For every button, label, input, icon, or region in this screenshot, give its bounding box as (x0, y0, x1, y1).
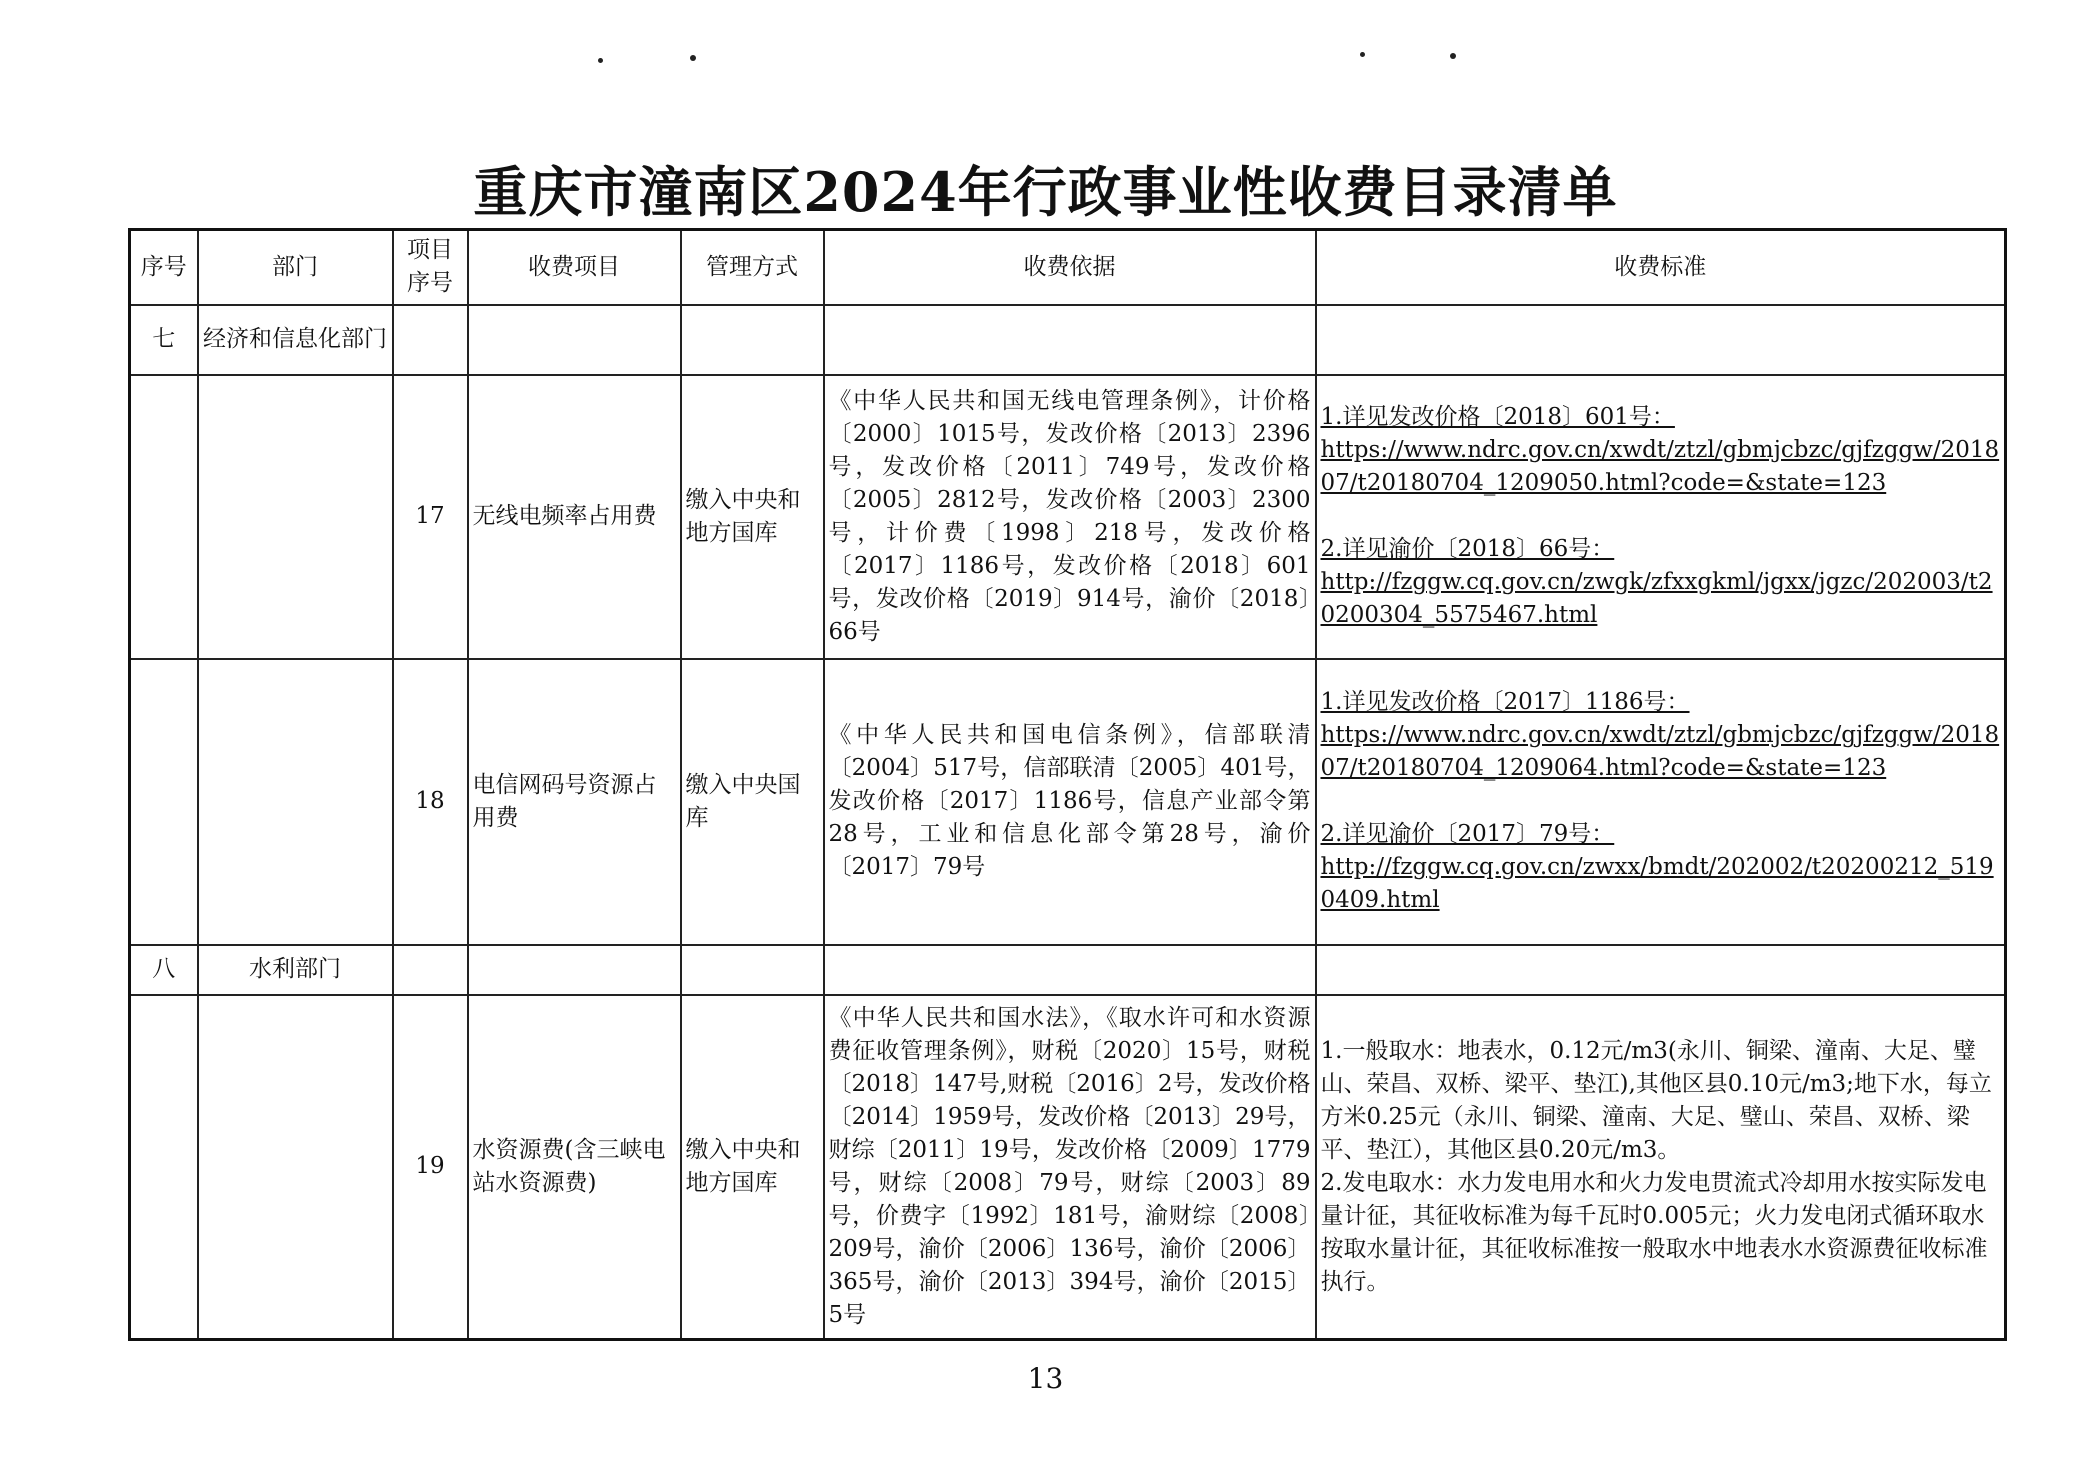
standard-ref-label: 2.详见渝价〔2017〕79号： (1320, 821, 1615, 847)
standard-ref-label: 1.详见发改价格〔2017〕1186号： (1320, 689, 1690, 715)
item-basis: 《中华人民共和国水法》，《取水许可和水资源费征收管理条例》，财税〔2020〕15号，财税〔2018〕147号,财税〔2016〕2号，发改价格〔2014〕1959号，发改价格〔2013〕29号，财综〔2011〕19号，发改价格〔2009〕1779号，财综〔2008〕79号，财综〔2003〕89号，价费字〔1992〕181号，渝财综〔2008〕209号，渝价〔2006〕136号，渝价〔2006〕365号，渝价〔2013〕394号，渝价〔2015〕5号 (824, 995, 1316, 1340)
header-dept: 部门 (198, 230, 393, 305)
header-item-seq: 项目序号 (393, 230, 468, 305)
empty-cell (130, 375, 198, 659)
empty-cell (468, 305, 681, 375)
section-seq: 七 (130, 305, 198, 375)
empty-cell (130, 659, 198, 945)
standard-text: 2.发电取水：水力发电用水和火力发电贯流式冷却用水按实际发电量计征，其征收标准为每千瓦时0.005元；火力发电闭式循环取水按取水量计征，其征收标准按一般取水中地表水水资源费征收标准执行。 (1320, 1169, 1988, 1295)
standard-link[interactable]: http://fzggw.cq.gov.cn/zwgk/zfxxgkml/jgxx/jgzc/202003/t20200304_5575467.html (1320, 569, 1993, 628)
empty-cell (1316, 945, 2006, 995)
item-standard (1316, 375, 2006, 659)
section-row (130, 945, 2006, 995)
fee-table (128, 228, 2007, 1341)
item-standard (1316, 659, 2006, 945)
header-item: 收费项目 (468, 230, 681, 305)
table-row (130, 659, 2006, 945)
empty-cell (198, 659, 393, 945)
standard-ref-label: 1.详见发改价格〔2018〕601号： (1320, 404, 1675, 430)
standard-link[interactable]: http://fzggw.cq.gov.cn/zwxx/bmdt/202002/t20200212_5190409.html (1320, 854, 1994, 913)
item-seq: 19 (393, 995, 468, 1340)
header-seq: 序号 (130, 230, 198, 305)
standard-link[interactable]: https://www.ndrc.gov.cn/xwdt/ztzl/gbmjcbzc/gjfzggw/201807/t20180704_1209050.html?code=&state=123 (1320, 437, 2000, 496)
scan-speck (690, 55, 696, 61)
empty-cell (393, 305, 468, 375)
item-seq: 18 (393, 659, 468, 945)
standard-link[interactable]: https://www.ndrc.gov.cn/xwdt/ztzl/gbmjcbzc/gjfzggw/201807/t20180704_1209064.html?code=&state=123 (1320, 722, 2000, 781)
item-mgmt: 缴入中央国库 (681, 659, 824, 945)
item-seq: 17 (393, 375, 468, 659)
empty-cell (824, 305, 1316, 375)
header-standard: 收费标准 (1316, 230, 2006, 305)
standard-text: 1.一般取水：地表水，0.12元/m3(永川、铜梁、潼南、大足、璧山、荣昌、双桥、梁平、垫江),其他区县0.10元/m3;地下水，每立方米0.25元（永川、铜梁、潼南、大足、璧山、荣昌、双桥、梁平、垫江），其他区县0.20元/m3。 (1320, 1037, 1992, 1163)
item-name: 无线电频率占用费 (468, 375, 681, 659)
page-title: 重庆市潼南区2024年行政事业性收费目录清单 (473, 160, 1618, 224)
item-mgmt: 缴入中央和地方国库 (681, 375, 824, 659)
header-mgmt: 管理方式 (681, 230, 824, 305)
table-header-row (130, 230, 2006, 305)
item-basis: 《中华人民共和国无线电管理条例》，计价格〔2000〕1015号，发改价格〔2013〕2396号，发改价格〔2011〕749号，发改价格〔2005〕2812号，发改价格〔2003〕2300号，计价费〔1998〕218号，发改价格〔2017〕1186号，发改价格〔2018〕601号，发改价格〔2019〕914号，渝价〔2018〕66号 (824, 375, 1316, 659)
empty-cell (198, 375, 393, 659)
standard-ref-label: 2.详见渝价〔2018〕66号： (1320, 536, 1615, 562)
item-basis: 《中华人民共和国电信条例》，信部联清〔2004〕517号，信部联清〔2005〕401号，发改价格〔2017〕1186号，信息产业部令第28号，工业和信息化部令第28号，渝价〔2017〕79号 (824, 659, 1316, 945)
header-basis: 收费依据 (824, 230, 1316, 305)
empty-cell (824, 945, 1316, 995)
empty-cell (468, 945, 681, 995)
empty-cell (1316, 305, 2006, 375)
page-number: 13 (1027, 1362, 1064, 1395)
item-mgmt: 缴入中央和地方国库 (681, 995, 824, 1340)
scan-speck (1450, 53, 1456, 59)
table-row (130, 375, 2006, 659)
item-standard (1316, 995, 2006, 1340)
empty-cell (130, 995, 198, 1340)
section-dept: 水利部门 (198, 945, 393, 995)
scan-speck (598, 58, 603, 63)
empty-cell (681, 945, 824, 995)
scan-speck (1360, 52, 1365, 57)
empty-cell (393, 945, 468, 995)
section-row (130, 305, 2006, 375)
item-name: 水资源费(含三峡电站水资源费) (468, 995, 681, 1340)
empty-cell (681, 305, 824, 375)
section-seq: 八 (130, 945, 198, 995)
section-dept: 经济和信息化部门 (198, 305, 393, 375)
table-row (130, 995, 2006, 1340)
empty-cell (198, 995, 393, 1340)
item-name: 电信网码号资源占用费 (468, 659, 681, 945)
